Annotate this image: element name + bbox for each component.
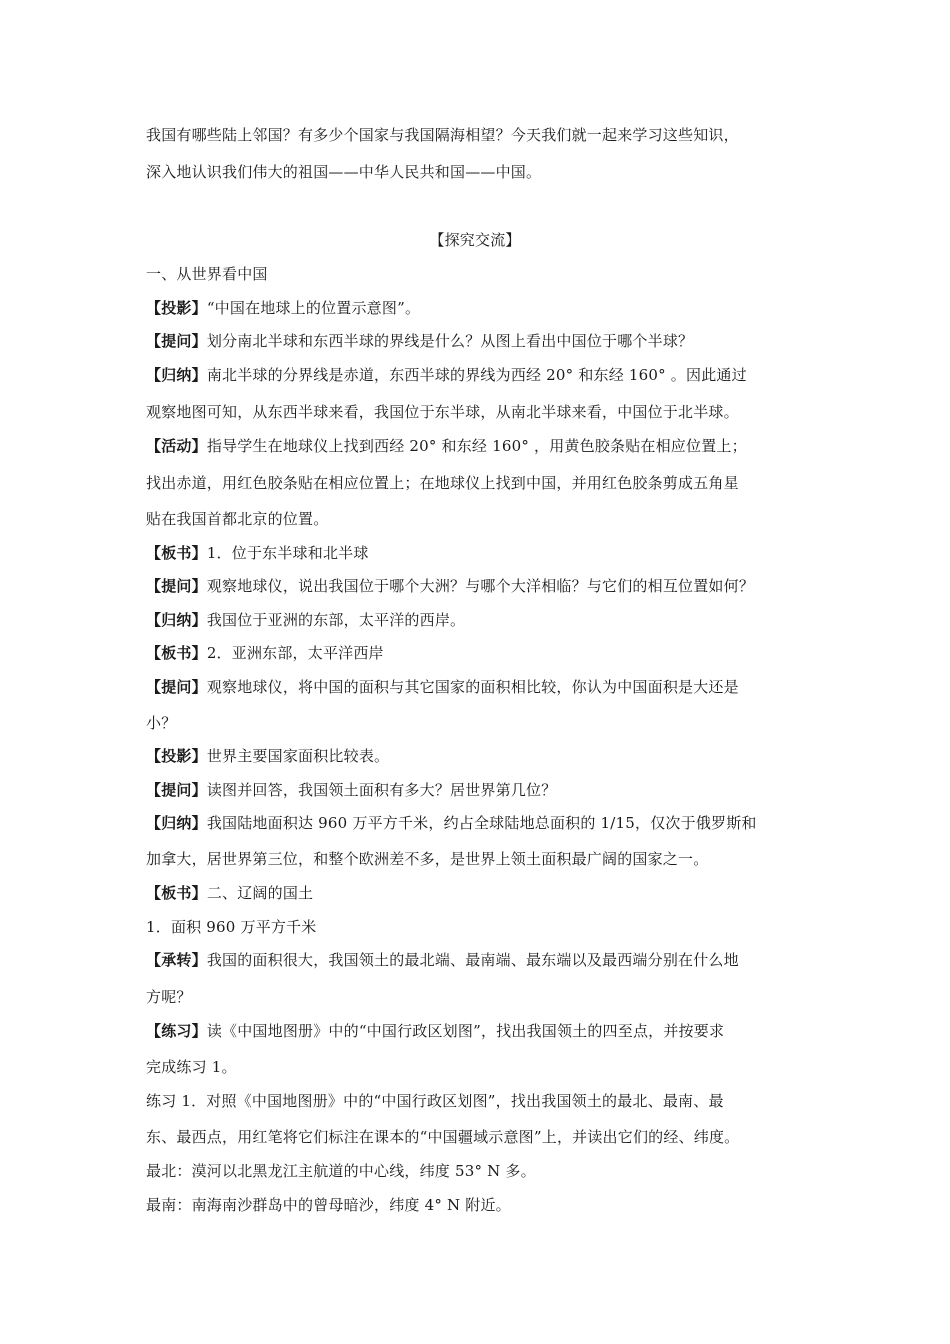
line-text: 东、最西点，用红笔将它们标注在课本的“中国疆域示意图”上，并读出它们的经、纬度。 bbox=[146, 1128, 740, 1146]
line-tag: 【板书】 bbox=[146, 544, 207, 562]
line-text: 我国位于亚洲的东部，太平洋的西岸。 bbox=[206, 611, 466, 629]
paragraph-line bbox=[146, 1021, 724, 1041]
line-tag: 【投影】 bbox=[146, 747, 207, 765]
paragraph-line bbox=[146, 780, 556, 800]
paragraph-line bbox=[146, 543, 369, 563]
line-text: 最北：漠河以北黑龙江主航道的中心线，纬度 53° N 多。 bbox=[146, 1162, 536, 1180]
paragraph-line bbox=[146, 298, 420, 318]
paragraph-line bbox=[146, 950, 739, 970]
line-text: 划分南北半球和东西半球的界线是什么？从图上看出中国位于哪个半球？ bbox=[206, 332, 694, 350]
paragraph-line bbox=[146, 610, 465, 630]
paragraph-line bbox=[146, 1091, 724, 1111]
line-tag: 【练习】 bbox=[146, 1022, 207, 1040]
line-text: 2．亚洲东部，太平洋西岸 bbox=[206, 644, 384, 662]
paragraph-line bbox=[146, 436, 747, 456]
paragraph-line bbox=[146, 402, 739, 422]
line-text: 完成练习 1。 bbox=[146, 1058, 237, 1076]
paragraph-line bbox=[146, 917, 317, 937]
paragraph-line bbox=[146, 643, 384, 663]
line-text: 指导学生在地球仪上找到西经 20° 和东经 160° ，用黄色胶条贴在相应位置上； bbox=[206, 437, 747, 455]
paragraph-line bbox=[146, 987, 192, 1007]
line-text: 世界主要国家面积比较表。 bbox=[206, 747, 390, 765]
paragraph-line bbox=[146, 365, 747, 385]
paragraph-line bbox=[146, 509, 328, 529]
line-text: 方呢？ bbox=[146, 988, 192, 1006]
paragraph-line bbox=[146, 1195, 511, 1215]
paragraph-line bbox=[146, 849, 708, 869]
line-text: 我国的面积很大，我国领土的最北端、最南端、最东端以及最西端分别在什么地 bbox=[206, 951, 739, 969]
line-text: 加拿大，居世界第三位，和整个欧洲差不多，是世界上领土面积最广阔的国家之一。 bbox=[146, 850, 709, 868]
line-tag: 【承转】 bbox=[146, 951, 207, 969]
line-tag: 【归纳】 bbox=[146, 814, 207, 832]
intro-line-1: 我国有哪些陆上邻国？有多少个国家与我国隔海相望？今天我们就一起来学习这些知识， bbox=[146, 126, 739, 144]
paragraph-line bbox=[146, 1127, 739, 1147]
line-text: 小？ bbox=[146, 714, 177, 732]
intro-line-2: 深入地认识我们伟大的祖国——中华人民共和国——中国。 bbox=[146, 163, 542, 181]
line-text: 读图并回答，我国领土面积有多大？居世界第几位？ bbox=[206, 781, 557, 799]
line-text: 二、辽阔的国土 bbox=[206, 884, 314, 902]
line-tag: 【归纳】 bbox=[146, 611, 207, 629]
line-tag: 【提问】 bbox=[146, 678, 207, 696]
paragraph-line bbox=[146, 883, 313, 903]
line-tag: 【活动】 bbox=[146, 437, 207, 455]
paragraph-line bbox=[146, 677, 739, 697]
line-text: 观察地图可知，从东西半球来看，我国位于东半球，从南北半球来看，中国位于北半球。 bbox=[146, 403, 739, 421]
paragraph-line bbox=[146, 331, 693, 351]
paragraph-line bbox=[146, 473, 739, 493]
line-tag: 【提问】 bbox=[146, 781, 207, 799]
paragraph-line bbox=[146, 813, 757, 833]
paragraph-line bbox=[146, 1057, 237, 1077]
subheading: 一、从世界看中国 bbox=[146, 265, 268, 283]
line-text: 南北半球的分界线是赤道，东西半球的界线为西经 20° 和东经 160° 。因此通过 bbox=[206, 366, 747, 384]
line-tag: 【投影】 bbox=[146, 299, 207, 317]
line-tag: 【板书】 bbox=[146, 884, 207, 902]
section-heading: 【探究交流】 bbox=[429, 231, 521, 249]
line-text: 读《中国地图册》中的“中国行政区划图”，找出我国领土的四至点，并按要求 bbox=[206, 1022, 725, 1040]
line-text: 1．位于东半球和北半球 bbox=[206, 544, 369, 562]
line-tag: 【归纳】 bbox=[146, 366, 207, 384]
paragraph-line bbox=[146, 746, 389, 766]
line-tag: 【提问】 bbox=[146, 577, 207, 595]
line-text: 我国陆地面积达 960 万平方千米，约占全球陆地总面积的 1/15，仅次于俄罗斯和 bbox=[206, 814, 757, 832]
line-text: 练习 1．对照《中国地图册》中的“中国行政区划图”，找出我国领土的最北、最南、最 bbox=[146, 1092, 724, 1110]
line-tag: 【板书】 bbox=[146, 644, 207, 662]
line-tag: 【提问】 bbox=[146, 332, 207, 350]
line-text: 贴在我国首都北京的位置。 bbox=[146, 510, 329, 528]
line-text: 观察地球仪，将中国的面积与其它国家的面积相比较，你认为中国面积是大还是 bbox=[206, 678, 739, 696]
paragraph-line bbox=[146, 1161, 536, 1181]
line-text: 找出赤道，用红色胶条贴在相应位置上；在地球仪上找到中国，并用红色胶条剪成五角星 bbox=[146, 474, 739, 492]
line-text: 最南：南海南沙群岛中的曾母暗沙，纬度 4° N 附近。 bbox=[146, 1196, 511, 1214]
line-text: 观察地球仪，说出我国位于哪个大洲？与哪个大洋相临？与它们的相互位置如何？ bbox=[206, 577, 755, 595]
paragraph-line bbox=[146, 713, 176, 733]
line-text: “中国在地球上的位置示意图”。 bbox=[206, 299, 421, 317]
paragraph-line bbox=[146, 576, 754, 596]
line-text: 1．面积 960 万平方千米 bbox=[146, 918, 317, 936]
